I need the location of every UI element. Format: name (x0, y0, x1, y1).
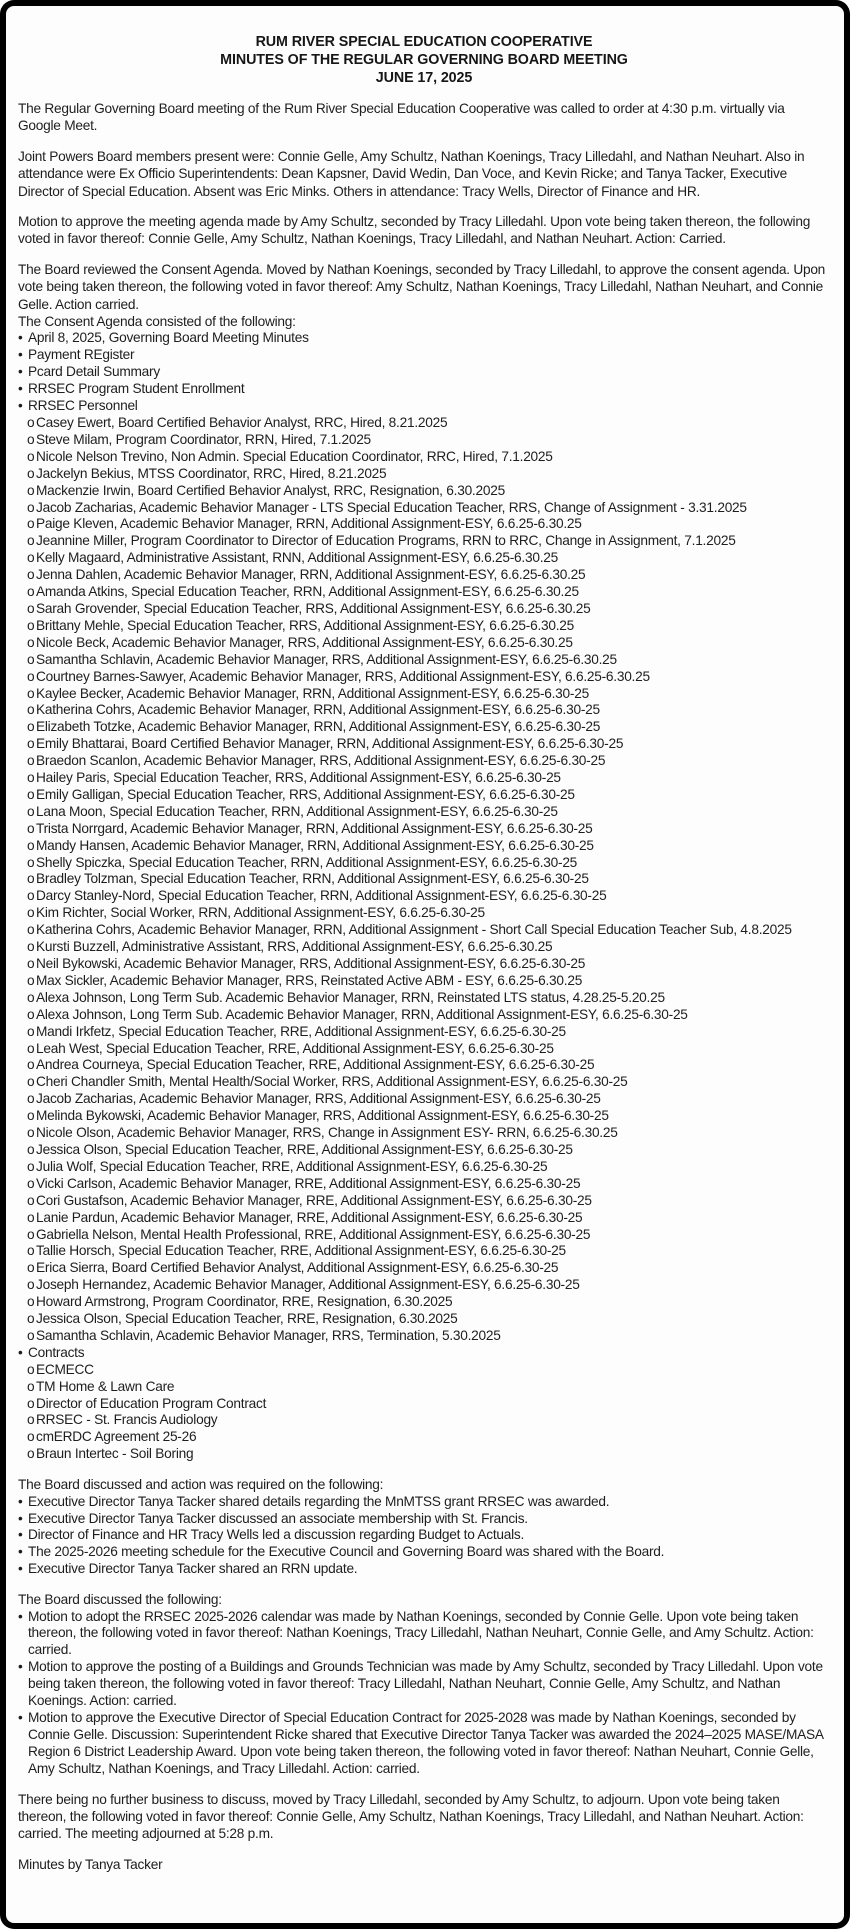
bullet-item (18, 1710, 830, 1778)
sub-marker: o (27, 972, 35, 988)
line-text: Cori Gustafson, Academic Behavior Manager, RRE, Additional Assignment-ESY, 6.6.25-6.30-25 (36, 1192, 592, 1208)
sub-item (18, 1176, 830, 1193)
sub-marker: o (27, 1074, 35, 1090)
sub-item (18, 516, 830, 533)
sub-marker: o (27, 1226, 35, 1242)
line-text: RRSEC - St. Francis Audiology (36, 1412, 218, 1428)
sub-marker: o (27, 567, 35, 583)
bullet-item (18, 1544, 830, 1561)
sub-marker: o (27, 989, 35, 1005)
line-text: Motion to approve the posting of a Buildings and Grounds Technician was made by Amy Schultz, seconded by Tracy Lilledahl. Upon vote being taken thereon, the following voted in favor thereof: Tracy Lilledahl, Nathan Neuhart, Connie Gelle, Amy Schultz, and Nathan Koenings. Action: carried. (28, 1659, 823, 1709)
sub-marker: o (27, 651, 35, 667)
line-text: Kaylee Becker, Academic Behavior Manager, RRN, Additional Assignment-ESY, 6.6.25-6.30-25 (36, 685, 589, 701)
bullet-marker: • (18, 1527, 23, 1543)
sub-item (18, 1007, 830, 1024)
sub-marker: o (27, 533, 35, 549)
sub-marker: o (27, 1209, 35, 1225)
sub-item (18, 1294, 830, 1311)
line-text: RRSEC Personnel (28, 398, 138, 414)
sub-item (18, 888, 830, 905)
bullet-marker: • (18, 330, 23, 346)
sub-marker: o (27, 786, 35, 802)
sub-item (18, 601, 830, 618)
bullet-item (18, 1527, 830, 1544)
title-line-org: RUM RIVER SPECIAL EDUCATION COOPERATIVE (255, 34, 593, 50)
sub-item (18, 1243, 830, 1260)
line-text: Payment REgister (28, 347, 135, 363)
line-text: Kim Richter, Social Worker, RRN, Additional Assignment-ESY, 6.6.25-6.30-25 (36, 905, 485, 921)
bullet-item (18, 330, 830, 347)
sub-item (18, 449, 830, 466)
line-text: RRSEC Program Student Enrollment (28, 381, 245, 397)
line-text: Courtney Barnes-Sawyer, Academic Behavior Manager, RRS, Additional Assignment-ESY, 6.6.25-6.30.25 (36, 668, 650, 684)
paragraph: Joint Powers Board members present were: Connie Gelle, Amy Schultz, Nathan Koenings, Tracy Lilledahl, and Nathan Neuhart. Also in attendance were Ex Officio Superintendents: Dean Kapsner, David Wedin, Dan Voce, and Kevin Ricke; and Tanya Tacker, Executive Director of Special Education. Absent was Eric Minks. Others in attendance: Tracy Wells, Director of Finance and HR. (18, 148, 805, 199)
sub-marker: o (27, 837, 35, 853)
line-text: Kelly Magaard, Administrative Assistant, RNN, Additional Assignment-ESY, 6.6.25-6.30.25 (36, 550, 558, 566)
sub-marker: o (27, 1057, 35, 1073)
sub-item (18, 804, 830, 821)
sub-item (18, 1142, 830, 1159)
line-text: Katherina Cohrs, Academic Behavior Manager, RRN, Additional Assignment-ESY, 6.6.25-6.30-25 (36, 702, 600, 718)
sub-marker: o (27, 803, 35, 819)
sub-item (18, 567, 830, 584)
sub-marker: o (27, 668, 35, 684)
sub-marker: o (27, 1023, 35, 1039)
sub-marker: o (27, 871, 35, 887)
bullet-item (18, 347, 830, 364)
line-text: Mandi Irkfetz, Special Education Teacher, RRE, Additional Assignment-ESY, 6.6.25-6.30-25 (36, 1023, 566, 1039)
line-text: The 2025-2026 meeting schedule for the Executive Council and Governing Board was shared with the Board. (28, 1544, 665, 1560)
sub-marker: o (27, 1243, 35, 1259)
sub-item (18, 1091, 830, 1108)
line-text: Howard Armstrong, Program Coordinator, RRE, Resignation, 6.30.2025 (36, 1294, 453, 1310)
line-text: Julia Wolf, Special Education Teacher, RRE, Additional Assignment-ESY, 6.6.25-6.30-25 (36, 1158, 548, 1174)
line-text: ECMECC (36, 1361, 94, 1377)
line-text: Samantha Schlavin, Academic Behavior Manager, RRS, Additional Assignment-ESY, 6.6.25-6.30.25 (36, 651, 617, 667)
line-text: Mackenzie Irwin, Board Certified Behavior Analyst, RRC, Resignation, 6.30.2025 (36, 482, 505, 498)
bullet-marker: • (18, 1608, 23, 1624)
line-text: Motion to approve the Executive Director of Special Education Contract for 2025-2028 was made by Nathan Koenings, seconded by Connie Gelle. Discussion: Superintendent Ricke shared that Executive Director Tanya Tacker was awarded the 2024–2025 MASE/MASA Region 6 District Leadership Award. Upon vote being taken thereon, the following voted in favor thereof: Nathan Neuhart, Connie Gelle, Amy Schultz, Nathan Koenings, and Tracy Lilledahl. Action: carried. (28, 1709, 824, 1776)
line-text: Gabriella Nelson, Mental Health Professional, RRE, Additional Assignment-ESY, 6.6.25-6.30-25 (36, 1226, 591, 1242)
sub-item (18, 1108, 830, 1125)
sub-marker: o (27, 956, 35, 971)
sub-marker: o (27, 770, 35, 786)
sub-item (18, 956, 830, 973)
line-text: Melinda Bykowski, Academic Behavior Manager, RRS, Additional Assignment-ESY, 6.6.25-6.30-25 (36, 1108, 609, 1124)
sub-marker: o (27, 1260, 35, 1276)
sub-item (18, 1429, 830, 1446)
line-text: Braun Intertec - Soil Boring (36, 1446, 194, 1462)
page-title (18, 33, 830, 87)
line-text: Tallie Horsch, Special Education Teacher, RRE, Additional Assignment-ESY, 6.6.25-6.30-25 (36, 1243, 566, 1259)
sub-marker: o (27, 1412, 35, 1428)
sub-marker: o (27, 516, 35, 532)
bullet-item (18, 1511, 830, 1528)
line-text: TM Home & Lawn Care (36, 1378, 175, 1394)
line-text: Director of Education Program Contract (36, 1395, 267, 1411)
line-text: Katherina Cohrs, Academic Behavior Manager, RRN, Additional Assignment - Short Call Special Education Teacher Sub, 4.8.2025 (36, 922, 792, 938)
sub-item (18, 432, 830, 449)
sub-item (18, 753, 830, 770)
line-text: Braedon Scanlon, Academic Behavior Manager, RRS, Additional Assignment-ESY, 6.6.25-6.30-25 (36, 753, 606, 769)
sub-marker: o (27, 1192, 35, 1208)
sub-item (18, 1074, 830, 1091)
sub-marker: o (27, 482, 35, 498)
sub-marker: o (27, 1378, 35, 1394)
line-text: Andrea Courneya, Special Education Teacher, RRE, Additional Assignment-ESY, 6.6.25-6.30-25 (36, 1057, 595, 1073)
sub-item (18, 905, 830, 922)
sub-item (18, 1041, 830, 1058)
sub-marker: o (27, 1141, 35, 1157)
line-text: Samantha Schlavin, Academic Behavior Manager, RRS, Termination, 5.30.2025 (36, 1327, 501, 1343)
line-text: Emily Bhattarai, Board Certified Behavior Manager, RRN, Additional Assignment-ESY, 6.6.25-6.30-25 (36, 736, 624, 752)
sub-marker: o (27, 1361, 35, 1377)
title-line-type: MINUTES OF THE REGULAR GOVERNING BOARD MEETING (220, 52, 628, 68)
line-text: Nicole Nelson Trevino, Non Admin. Special Education Coordinator, RRC, Hired, 7.1.2025 (36, 448, 553, 464)
line-text: Hailey Paris, Special Education Teacher, RRS, Additional Assignment-ESY, 6.6.25-6.30-25 (36, 770, 561, 786)
sub-marker: o (27, 939, 35, 955)
sub-marker: o (27, 550, 35, 566)
line-text: Emily Galligan, Special Education Teacher, RRS, Additional Assignment-ESY, 6.6.25-6.30-25 (36, 786, 575, 802)
paragraph: Minutes by Tanya Tacker (18, 1856, 163, 1872)
bullet-marker: • (18, 364, 23, 380)
line-text: Mandy Hansen, Academic Behavior Manager, RRN, Additional Assignment-ESY, 6.6.25-6.30-25 (36, 837, 594, 853)
sub-marker: o (27, 634, 35, 650)
sub-item (18, 1328, 830, 1345)
line-text: Bradley Tolzman, Special Education Teacher, RRN, Additional Assignment-ESY, 6.6.25-6.30-25 (36, 871, 589, 887)
sub-item (18, 618, 830, 635)
sub-item (18, 702, 830, 719)
line-text: Steve Milam, Program Coordinator, RRN, Hired, 7.1.2025 (36, 431, 371, 447)
sub-item (18, 1446, 830, 1463)
sub-item (18, 922, 830, 939)
sub-item (18, 1024, 830, 1041)
sub-item (18, 1277, 830, 1294)
line-text: Max Sickler, Academic Behavior Manager, RRS, Reinstated Active ABM - ESY, 6.6.25-6.30.25 (36, 972, 583, 988)
sub-marker: o (27, 1311, 35, 1327)
line-text: Executive Director Tanya Tacker discussed an associate membership with St. Francis. (28, 1510, 528, 1526)
line-text: Jeannine Miller, Program Coordinator to Director of Education Programs, RRN to RRC, Change in Assignment, 7.1.2025 (36, 533, 736, 549)
bullet-marker: • (18, 1544, 23, 1560)
line-text: Jacob Zacharias, Academic Behavior Manager, RRS, Additional Assignment-ESY, 6.6.25-6.30-25 (36, 1091, 601, 1107)
bullet-marker: • (18, 1344, 23, 1360)
paragraph: The Board discussed the following: (18, 1592, 222, 1608)
sub-marker: o (27, 1125, 35, 1141)
sub-marker: o (27, 600, 35, 616)
line-text: Paige Kleven, Academic Behavior Manager, RRN, Additional Assignment-ESY, 6.6.25-6.30.25 (36, 516, 582, 532)
sub-item (18, 939, 830, 956)
line-text: Alexa Johnson, Long Term Sub. Academic Behavior Manager, RRN, Reinstated LTS status, 4.28.25-5.20.25 (36, 989, 665, 1005)
line-text: Vicki Carlson, Academic Behavior Manager, RRE, Additional Assignment-ESY, 6.6.25-6.30-25 (36, 1175, 581, 1191)
line-text: Lanie Pardun, Academic Behavior Manager, RRE, Additional Assignment-ESY, 6.6.25-6.30-25 (36, 1209, 583, 1225)
sub-item (18, 973, 830, 990)
sub-item (18, 533, 830, 550)
sub-marker: o (27, 685, 35, 701)
sub-item (18, 483, 830, 500)
line-text: Motion to adopt the RRSEC 2025-2026 calendar was made by Nathan Koenings, seconded by Connie Gelle. Upon vote being taken thereon, the following voted in favor thereof: Nathan Koenings, Tracy Lilledahl, Nathan Neuhart, Connie Gelle, and Amy Schultz. Action: carried. (28, 1608, 814, 1658)
sub-item (18, 686, 830, 703)
sub-marker: o (27, 584, 35, 600)
bullet-marker: • (18, 347, 23, 363)
bullet-marker: • (18, 398, 23, 414)
line-text: Nicole Beck, Academic Behavior Manager, RRS, Additional Assignment-ESY, 6.6.25-6.30.25 (36, 634, 573, 650)
line-text: Director of Finance and HR Tracy Wells led a discussion regarding Budget to Actuals. (28, 1527, 525, 1543)
bullet-marker: • (18, 1709, 23, 1725)
line-text: Alexa Johnson, Long Term Sub. Academic Behavior Manager, RRN, Additional Assignment-ESY, 6.6.25-6.30-25 (36, 1006, 688, 1022)
sub-marker: o (27, 415, 35, 430)
paragraph: The Regular Governing Board meeting of the Rum River Special Education Cooperative was called to order at 4:30 p.m. virtually via Google Meet. (18, 101, 785, 134)
sub-marker: o (27, 1175, 35, 1191)
line-text: Jacob Zacharias, Academic Behavior Manager - LTS Special Education Teacher, RRS, Change of Assignment - 3.31.2025 (36, 499, 747, 515)
sub-item (18, 838, 830, 855)
sub-marker: o (27, 499, 35, 515)
sub-marker: o (27, 1277, 35, 1293)
document-body (18, 100, 830, 1873)
bullet-item (18, 1659, 830, 1710)
line-text: Nicole Olson, Academic Behavior Manager, RRS, Change in Assignment ESY- RRN, 6.6.25-6.30.25 (36, 1125, 618, 1141)
line-text: Cheri Chandler Smith, Mental Health/Social Worker, RRS, Additional Assignment-ESY, 6.6.25-6.30-25 (36, 1074, 628, 1090)
sub-item (18, 1125, 830, 1142)
sub-marker: o (27, 736, 35, 752)
line-text: Amanda Atkins, Special Education Teacher, RRN, Additional Assignment-ESY, 6.6.25-6.30.25 (36, 584, 579, 600)
line-text: Neil Bykowski, Academic Behavior Manager, RRS, Additional Assignment-ESY, 6.6.25-6.30-25 (36, 956, 586, 971)
bullet-marker: • (18, 1510, 23, 1526)
paragraph: The Board discussed and action was required on the following: (18, 1477, 384, 1493)
sub-item (18, 500, 830, 517)
sub-marker: o (27, 1040, 35, 1056)
sub-item (18, 990, 830, 1007)
bullet-item (18, 1561, 830, 1578)
sub-item (18, 1260, 830, 1277)
sub-item (18, 855, 830, 872)
sub-marker: o (27, 702, 35, 718)
sub-marker: o (27, 1158, 35, 1174)
sub-marker: o (27, 1091, 35, 1107)
sub-marker: o (27, 617, 35, 633)
bullet-marker: • (18, 1659, 23, 1675)
line-text: Darcy Stanley-Nord, Special Education Teacher, RRN, Additional Assignment-ESY, 6.6.25-6.30-25 (36, 888, 607, 904)
line-text: Executive Director Tanya Tacker shared an RRN update. (28, 1561, 358, 1577)
sub-item (18, 821, 830, 838)
line-text: Elizabeth Totzke, Academic Behavior Manager, RRN, Additional Assignment-ESY, 6.6.25-6.30-25 (36, 719, 601, 735)
minutes-document (6, 6, 844, 1923)
sub-item (18, 736, 830, 753)
sub-marker: o (27, 1395, 35, 1411)
sub-item (18, 635, 830, 652)
sub-item (18, 1311, 830, 1328)
sub-marker: o (27, 854, 35, 870)
sub-item (18, 1210, 830, 1227)
sub-item (18, 669, 830, 686)
bullet-marker: • (18, 1493, 23, 1509)
paragraph: There being no further business to discuss, moved by Tracy Lilledahl, seconded by Amy Schultz, to adjourn. Upon vote being taken thereon, the following voted in favor thereof: Connie Gelle, Amy Schultz, Nathan Koenings, Tracy Lilledahl, and Nathan Neuhart. Action: carried. The meeting adjourned at 5:28 p.m. (18, 1791, 804, 1842)
line-text: Erica Sierra, Board Certified Behavior Analyst, Additional Assignment-ESY, 6.6.25-6.30-25 (36, 1260, 559, 1276)
sub-marker: o (27, 820, 35, 836)
sub-item (18, 415, 830, 432)
paragraph: Motion to approve the meeting agenda made by Amy Schultz, seconded by Tracy Lilledahl. Upon vote being taken thereon, the following voted in favor thereof: Connie Gelle, Amy Schultz, Nathan Koenings, Tracy Lilledahl, and Nathan Neuhart. Action: Carried. (18, 214, 811, 247)
sub-marker: o (27, 753, 35, 769)
bullet-item (18, 381, 830, 398)
line-text: Pcard Detail Summary (28, 364, 160, 380)
line-text: Jessica Olson, Special Education Teacher, RRE, Resignation, 6.30.2025 (36, 1311, 458, 1327)
sub-item (18, 1362, 830, 1379)
sub-item (18, 1396, 830, 1413)
sub-item (18, 1227, 830, 1244)
sub-item (18, 871, 830, 888)
line-text: Trista Norrgard, Academic Behavior Manager, RRN, Additional Assignment-ESY, 6.6.25-6.30-25 (36, 820, 593, 836)
text-line: The Consent Agenda consisted of the following: (18, 314, 296, 330)
line-text: Shelly Spiczka, Special Education Teacher, RRN, Additional Assignment-ESY, 6.6.25-6.30-25 (36, 854, 578, 870)
line-text: cmERDC Agreement 25-26 (36, 1429, 197, 1445)
paragraph: The Board reviewed the Consent Agenda. Moved by Nathan Koenings, seconded by Tracy Lilledahl, to approve the consent agenda. Upon vote being taken thereon, the following voted in favor thereof: Amy Schultz, Nathan Koenings, Tracy Lilledahl, Nathan Neuhart, and Connie Gelle. Action carried. (18, 261, 826, 312)
line-text: Executive Director Tanya Tacker shared details regarding the MnMTSS grant RRSEC was awarded. (28, 1493, 610, 1509)
sub-marker: o (27, 922, 35, 938)
line-text: Contracts (28, 1344, 85, 1360)
bullet-marker: • (18, 381, 23, 397)
sub-marker: o (27, 1446, 35, 1462)
sub-item (18, 1412, 830, 1429)
line-text: Lana Moon, Special Education Teacher, RRN, Additional Assignment-ESY, 6.6.25-6.30-25 (36, 803, 558, 819)
sub-item (18, 550, 830, 567)
sub-item (18, 584, 830, 601)
line-text: Leah West, Special Education Teacher, RRE, Additional Assignment-ESY, 6.6.25-6.30-25 (36, 1040, 554, 1056)
sub-marker: o (27, 1108, 35, 1124)
sub-marker: o (27, 431, 35, 447)
sub-marker: o (27, 465, 35, 481)
bullet-item (18, 398, 830, 415)
sub-marker: o (27, 905, 35, 921)
title-line-date: JUNE 17, 2025 (375, 70, 473, 86)
sub-marker: o (27, 1429, 35, 1445)
sub-item (18, 1057, 830, 1074)
line-text: Sarah Grovender, Special Education Teacher, RRS, Additional Assignment-ESY, 6.6.25-6.30.25 (36, 600, 591, 616)
sub-marker: o (27, 1294, 35, 1310)
sub-marker: o (27, 1327, 35, 1343)
sub-item (18, 1193, 830, 1210)
sub-item (18, 1159, 830, 1176)
bullet-marker: • (18, 1561, 23, 1577)
line-text: Brittany Mehle, Special Education Teacher, RRS, Additional Assignment-ESY, 6.6.25-6.30.25 (36, 617, 575, 633)
line-text: Joseph Hernandez, Academic Behavior Manager, Additional Assignment-ESY, 6.6.25-6.30-25 (36, 1277, 580, 1293)
sub-marker: o (27, 888, 35, 904)
sub-marker: o (27, 1006, 35, 1022)
sub-item (18, 770, 830, 787)
sub-item (18, 787, 830, 804)
line-text: Jenna Dahlen, Academic Behavior Manager, RRN, Additional Assignment-ESY, 6.6.25-6.30.25 (36, 567, 586, 583)
bullet-item (18, 1494, 830, 1511)
bullet-item (18, 364, 830, 381)
sub-item (18, 719, 830, 736)
line-text: Jessica Olson, Special Education Teacher, RRE, Additional Assignment-ESY, 6.6.25-6.30-25 (36, 1141, 573, 1157)
sub-marker: o (27, 448, 35, 464)
line-text: Kursti Buzzell, Administrative Assistant, RRS, Additional Assignment-ESY, 6.6.25-6.30.25 (36, 939, 553, 955)
sub-item (18, 466, 830, 483)
line-text: Casey Ewert, Board Certified Behavior Analyst, RRC, Hired, 8.21.2025 (36, 415, 448, 430)
bullet-item (18, 1609, 830, 1660)
line-text: April 8, 2025, Governing Board Meeting Minutes (28, 330, 309, 346)
bullet-item (18, 1345, 830, 1362)
sub-item (18, 652, 830, 669)
sub-marker: o (27, 719, 35, 735)
line-text: Jackelyn Bekius, MTSS Coordinator, RRC, Hired, 8.21.2025 (36, 465, 387, 481)
sub-item (18, 1379, 830, 1396)
